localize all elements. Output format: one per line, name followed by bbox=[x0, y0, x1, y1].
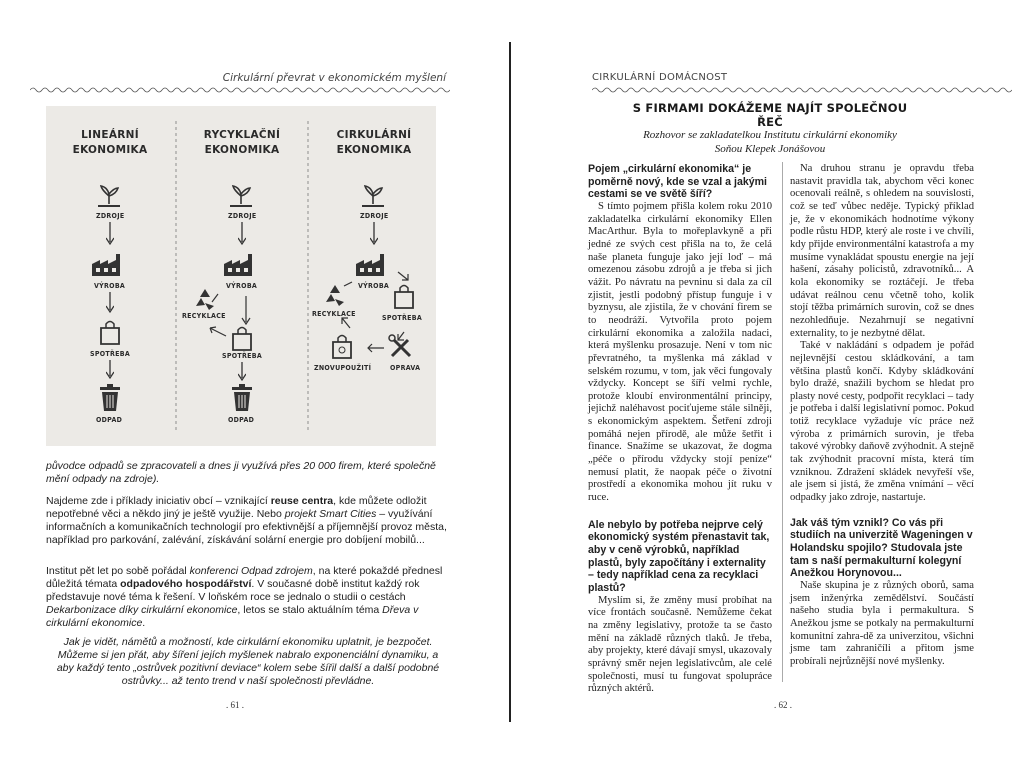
decorative-wave-divider bbox=[30, 86, 450, 94]
article-subtitle: Rozhovor se zakladatelkou Institutu cirkulární ekonomiky Soňou Klepek Jonášovou bbox=[643, 129, 897, 155]
circular-flow-arrows bbox=[336, 256, 426, 366]
label-spotreba-1: SPOTŘEBA bbox=[90, 350, 131, 358]
article-title: S FIRMAMI DOKÁŽEME NAJÍT SPOLEČNOU ŘEČ bbox=[632, 101, 908, 129]
question-2: Ale nebylo by potřeba nejprve celý ekonomický systém přenastavit tak, aby v ceně výrobků, například plastů, byly započítány i externality – tedy například cena za recyklaci plastů? bbox=[588, 518, 770, 594]
arrow-down-icon bbox=[106, 360, 114, 382]
trash-can-icon bbox=[98, 384, 122, 412]
arrow-down-icon bbox=[106, 222, 114, 248]
arrow-down-icon bbox=[238, 362, 246, 384]
question-1: Pojem „cirkulární ekonomika“ je poměrně nový, kde se vzal a jakými cestami se ve světě šíří? bbox=[588, 163, 768, 201]
paragraph-initiatives: Najdeme zde i příklady iniciativ obcí – vznikající reuse centra, kde můžete odložit nepotřebné věci a někdo jiný je ještě využije. Nebo projekt Smart Cities – využívání informačních a komunikačních technologií pro efektivnější a příjemnější provoz města, například pro parkování, zalévání, získávání solární energie pro dobíjení mobilů... bbox=[46, 495, 447, 547]
arrow-down-icon bbox=[238, 222, 246, 248]
label-vyroba-1: VÝROBA bbox=[94, 282, 126, 290]
resources-icon bbox=[360, 182, 386, 208]
label-vyroba-2: VÝROBA bbox=[226, 282, 258, 290]
shopping-bag-icon bbox=[98, 318, 122, 346]
trash-can-icon bbox=[230, 384, 254, 412]
col-title-linear: LINEÁRNÍ EKONOMIKA bbox=[72, 129, 148, 156]
infographic-caption: původce odpadů se zpracovateli a dnes ji využívá přes 20 000 firem, které společně mění odpady na zdroje). bbox=[46, 460, 436, 486]
running-head-left: Cirkulární převrat v ekonomickém myšlení bbox=[222, 72, 446, 84]
answer-waste: Také v nakládání s odpadem je pořád nejlevnější cestou skládkování, a tam většina plastů končí. Kdyby skládkování bylo dražé, snažili bychom se hledat pro plasty nové cesty, podpořit recyklaci – tady je potřeba i další legislativní pomoc. Pokud totiž recyklace vyžaduje víc práce než výroba z primárních surovin, je třeba takové výrobky daňově zvýhodnit. A stejně tak zvýhodnit pracovní místa, která tím vzniknou. Zdražení skládek nevyřeší vše, ale jsem si jistá, že změna vnímání – věcí odpadky jako zdroje, nastartuje. bbox=[790, 340, 974, 504]
label-spotreba-2: SPOTŘEBA bbox=[222, 352, 263, 360]
page-number-right: . 62 . bbox=[774, 700, 792, 710]
column-divider bbox=[782, 162, 783, 682]
label-odpad-2: ODPAD bbox=[228, 416, 255, 424]
label-oprava-3: OPRAVA bbox=[390, 364, 421, 372]
left-page bbox=[0, 0, 510, 768]
arrow-left-icon bbox=[206, 324, 228, 340]
label-recyklace-3: RECYKLACE bbox=[312, 310, 356, 318]
resources-icon bbox=[228, 182, 254, 208]
arrow-down-icon bbox=[370, 222, 378, 248]
interview-column-2 bbox=[790, 163, 974, 669]
answer-1: S tímto pojmem přišla kolem roku 2010 zakladatelka cirkulární ekonomiky Ellen MacArthur. Byla to mořeplavkyně a při jedné ze svých cest přišla na to, že celá naše planeta funguje jako její loď – má omezenou zásobu zdrojů a je třeba si jich vážit. Po návratu na pevninu si dala za cíl zjistit, jestli podobný přístup funguje i v byznysu, ale zjistila, že v chování firem se to neodráží. Vytvořila proto pojem cirkulární ekonomika a založila nadaci, která myšlenku prosazuje. Není v tom nic převratného, ta myšlenka má základ v selském rozumu, v tom, jak věci fungovaly vždycky. Koncept se šíří velmi rychle, protože kloubí environmentální principy, jejichž naléhavost pociťujeme stále silněji, s ekonomickým aspektem. Šetření zdroji pomáhá nejen přírodě, ale může šetřit i finance. Snažíme se ukazovat, že dogma „péče o přírodu vždycky stojí peníze“ nemusí platit, že naopak péče o životní prostředí a ekonomika mohou jít ruku v ruce. bbox=[588, 200, 772, 504]
factory-icon bbox=[222, 250, 258, 278]
book-spine bbox=[509, 42, 511, 722]
label-zdroje-1: ZDROJE bbox=[96, 212, 125, 220]
decorative-wave-divider bbox=[592, 86, 1012, 94]
running-head-right: CIRKULÁRNÍ DOMÁCNOST bbox=[592, 72, 728, 83]
closing-quote: Jak je vidět, námětů a možností, kde cirkulární ekonomiku uplatnit, je bezpočet. Můžeme si jen přát, aby šíření jejích myšlenek nabralo exponenciální dynamiku, a aby každý tento „ostrůvek pozitivní deviace“ kolem sebe šířil další a další podobné ostrůvky... až tento trend v naší společnosti převládne. bbox=[56, 636, 440, 688]
answer-1-continued: Na druhou stranu je opravdu třeba nastavit pravidla tak, abychom věci konec ocenovali reálně, s ohledem na souvislosti, což se teď vůbec neděje. Typický příklad je, že v ekonomikách hodnotíme výkony podle růstu HDP, který ale roste i ve chvíli, kdy přijde environmentální katastrofa a my musíme vynakládat spoustu energie na její hašení, zásahy policistů, zdravotníků... A kola ekonomiky se roztáčejí. Je třeba udávat reálnou cenu včetně toho, kolik stojí těžba primárních surovin, což se dnes nezohledňuje. Nezahrnují se negativní externality, to je nezbytné dělat. bbox=[790, 163, 974, 339]
label-recyklace-2: RECYKLACE bbox=[182, 312, 226, 320]
label-zdroje-2: ZDROJE bbox=[228, 212, 257, 220]
arrow-down-icon bbox=[106, 292, 114, 316]
paragraph-institute: Institut pět let po sobě pořádal konferenci Odpad zdrojem, na které pokaždé přednesl důležitá témata odpadového hospodářství. V současné době institut každý rok představuje nové téma k řešení. V loňském roce se jednalo o studii o cestách Dekarbonizace díky cirkulární ekonomice, letos se stalo aktuálním téma Dřeva v cirkulární ekonomice. bbox=[46, 565, 443, 630]
label-odpad-1: ODPAD bbox=[96, 416, 123, 424]
factory-icon bbox=[90, 250, 126, 278]
label-spotreba-3: SPOTŘEBA bbox=[382, 314, 423, 322]
label-znovupouziti-3: ZNOVUPOUŽITÍ bbox=[314, 364, 372, 372]
resources-icon bbox=[96, 182, 122, 208]
page-number-left: . 61 . bbox=[226, 700, 244, 710]
answer-2: Myslím si, že změny musí probíhat na více frontách současně. Nemůžeme čekat na změny legislativy, protože ta se často mění na základě různých tlaků. Je třeba, aby projekty, které dávají smysl, ukazovaly správný směr nejen legislativcům, ale celé společnosti, musí tu fungovat spolupráce různých aktérů. bbox=[588, 594, 772, 695]
shopping-bag-icon bbox=[230, 324, 254, 352]
label-zdroje-3: ZDROJE bbox=[360, 212, 389, 220]
question-3: Jak váš tým vznikl? Co vás při studiích na univerzitě Wageningen v Holandsku spojilo? Studovala jste tam s naší permakulturní kolegyní Anežkou Horynovou... bbox=[790, 516, 973, 580]
label-vyroba-3: VÝROBA bbox=[358, 282, 390, 290]
col-title-circular: CIRKULÁRNÍ EKONOMIKA bbox=[336, 129, 412, 156]
col-title-recycling: RYCYKLAČNÍ EKONOMIKA bbox=[203, 129, 281, 156]
interview-column-1 bbox=[588, 163, 772, 696]
economy-infographic bbox=[46, 106, 436, 446]
answer-3: Naše skupina je z různých oborů, sama jsem inženýrka zemědělství. Součástí našeho studia byla i permakultura. S Anežkou jsme se potkaly na permakulturní komunitní zahra-dě za univerzitou, všichni jsme tam zahraničíli a přitom jsme probírali nejrůznější nové myšlenky. bbox=[790, 580, 974, 667]
